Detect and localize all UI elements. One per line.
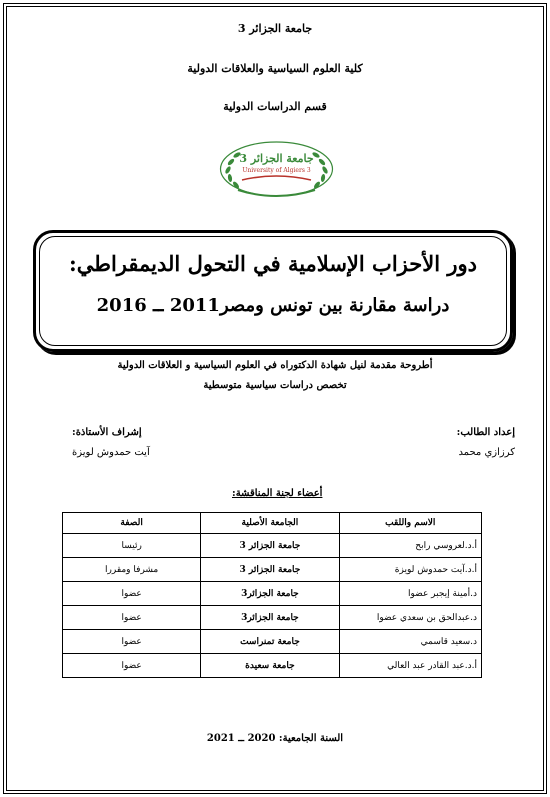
supervisor-label: إشراف الأستاذة: — [72, 427, 142, 438]
member-name: د.أمينة إيجبر عضوا — [339, 582, 481, 606]
table-row — [63, 630, 482, 654]
header-university: الجامعة الأصلية — [201, 513, 339, 534]
logo-latin-text: University of Algiers 3 — [242, 167, 311, 174]
thesis-title-box — [33, 230, 513, 352]
header-name: الاسم واللقب — [339, 513, 481, 534]
header-role: الصفة — [63, 513, 201, 534]
member-university: جامعة سعيدة — [201, 654, 339, 678]
member-name: أ.د.آيت حمدوش لويزة — [339, 558, 481, 582]
member-role: عضوا — [63, 606, 201, 630]
member-university: جامعة تمنراست — [201, 630, 339, 654]
logo-arabic-text: جامعة الجزائر 3 — [239, 152, 314, 165]
faculty-name: كلية العلوم السياسية والعلاقات الدولية — [187, 62, 363, 75]
committee-table — [62, 512, 482, 678]
member-role: رئيسا — [63, 534, 201, 558]
thesis-specialization: تخصص دراسات سياسية متوسطية — [203, 380, 347, 391]
member-role: عضوا — [63, 630, 201, 654]
table-row — [63, 606, 482, 630]
thesis-title-line2: دراسة مقارنة بين تونس ومصر2011 ــ 2016 — [96, 295, 450, 316]
student-name: كرزازي محمد — [458, 447, 515, 458]
member-name: أ.د.لعروسي رابح — [339, 534, 481, 558]
university-name: جامعة الجزائر 3 — [237, 22, 313, 35]
table-row — [63, 534, 482, 558]
member-university: جامعة الجزائر 3 — [201, 558, 339, 582]
table-row — [63, 582, 482, 606]
table-header-row — [63, 513, 482, 534]
supervisor-name: آيت حمدوش لويزة — [72, 447, 150, 458]
member-role: عضوا — [63, 654, 201, 678]
member-role: مشرفا ومقررا — [63, 558, 201, 582]
member-name: د.سعيد قاسمي — [339, 630, 481, 654]
department-name: قسم الدراسات الدولية — [223, 100, 327, 113]
university-logo — [218, 140, 335, 198]
student-label: إعداد الطالب: — [456, 427, 515, 438]
thesis-description: أطروحة مقدمة لنيل شهادة الدكتوراه في العلوم السياسية و العلاقات الدولية — [117, 360, 433, 371]
member-university: جامعة الجزائر 3 — [201, 534, 339, 558]
member-university: جامعة الجزائر3 — [201, 582, 339, 606]
member-name: د.عبدالحق بن سعدي عضوا — [339, 606, 481, 630]
thesis-title-line1: دور الأحزاب الإسلامية في التحول الديمقراطي: — [69, 251, 477, 276]
member-university: جامعة الجزائر3 — [201, 606, 339, 630]
member-role: عضوا — [63, 582, 201, 606]
member-name: أ.د.عبد القادر عبد العالي — [339, 654, 481, 678]
table-row — [63, 654, 482, 678]
table-row — [63, 558, 482, 582]
academic-year: السنة الجامعية: 2020 ــ 2021 — [206, 733, 344, 744]
committee-title: أعضاء لجنة المناقشة: — [232, 488, 323, 499]
